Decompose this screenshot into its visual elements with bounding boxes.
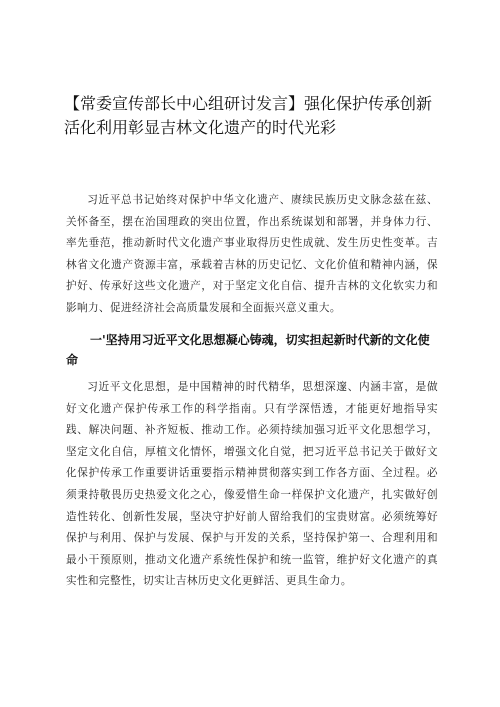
document-title: 【常委宣传部长中心组研讨发言】强化保护传承创新活化利用彰显吉林文化遗产的时代光彩 — [64, 94, 433, 137]
intro-paragraph: 习近平总书记始终对保护中华文化遗产、赓续民族历史文脉念兹在兹、关怀备至，摆在治国理政的突出位置，作出系统谋划和部署，并身体力行、率先垂范，推动新时代文化遗产事业取得历史性成就、发生历史性变革。吉林省文化遗产资源丰富，承载着吉林的历史记忆、文化价值和精神内涵，保护好、传承好这些文化遗产，对于坚定文化自信、提升吉林的文化软实力和影响力、促进经济社会高质量发展和全面振兴意义重大。 — [66, 194, 438, 314]
section-heading: 一'坚持用习近平文化思想凝心铸魂，切实担起新时代新的文化使命 — [66, 333, 430, 367]
section-body-paragraph: 习近平文化思想，是中国精神的时代精华，思想深邃、内涵丰富，是做好文化遗产保护传承工作的科学指南。只有学深悟透，才能更好地指导实践、解决问题、补齐短板、推动工作。必须持续加强习近平文化思想学习，坚定文化自信，厚植文化情怀，增强文化自觉，把习近平总书记关于做好文化保护传承工作重要讲话重要指示精神贯彻落实到工作各方面、全过程。必须秉持敬畏历史热爱文化之心，像爱惜生命一样保护文化遗产，扎实做好创造性转化、创新性发展，坚决守护好前人留给我们的宝贵财富。必须统筹好保护与利用、保护与发展、保护与开发的关系，坚持保护第一、合理利用和最小干预原则，推动文化遗产系统性保护和统一监管，维护好文化遗产的真实性和完整性，切实让吉林历史文化更鲜活、更具生命力。 — [66, 381, 438, 588]
